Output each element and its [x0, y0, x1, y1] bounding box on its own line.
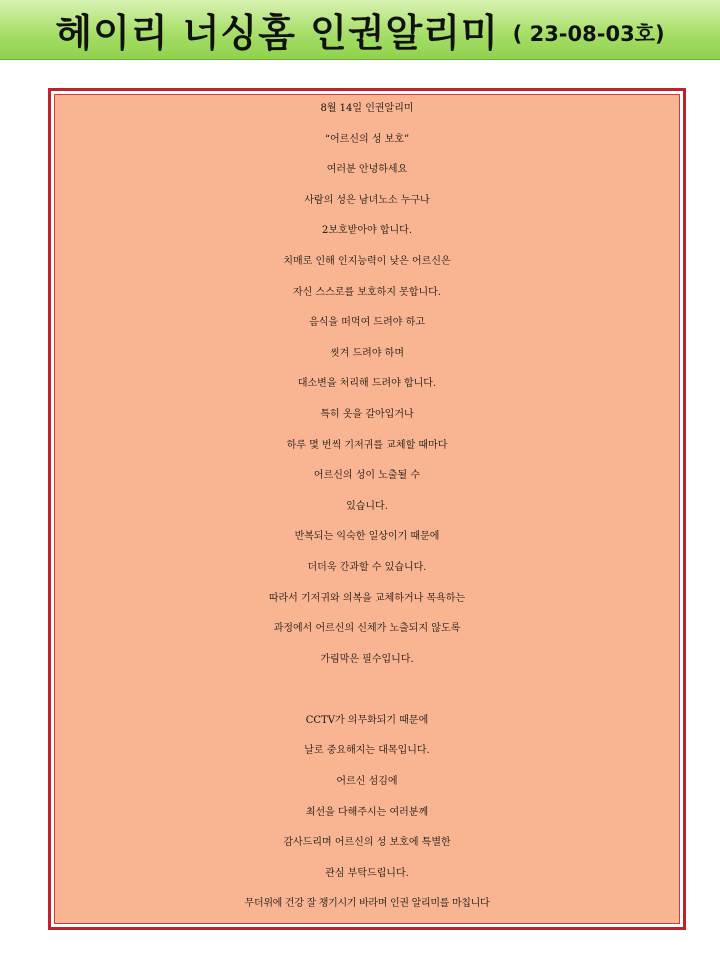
notice-line: 하루 몇 번씩 기저귀를 교체할 때마다	[286, 439, 448, 451]
notice-line: “어르신의 성 보호”	[324, 133, 410, 145]
notice-line: 가림막은 필수입니다.	[320, 653, 414, 665]
notice-line: 관심 부탁드립니다.	[325, 867, 409, 879]
notice-body	[54, 94, 680, 924]
notice-line: 8월 14일 인권알리미	[320, 103, 414, 114]
notice-line: 더더욱 간과할 수 있습니다.	[307, 561, 427, 573]
notice-line: 있습니다.	[346, 500, 388, 512]
page-title: 헤이리 너싱홈 인권알리미	[55, 11, 499, 55]
notice-line: 날로 중요해지는 대목입니다.	[304, 745, 430, 757]
notice-line: 어르신의 성이 노출될 수	[313, 470, 421, 482]
notice-line: 특히 옷을 갈아입거나	[320, 408, 414, 420]
notice-line: 음식을 떠먹여 드려야 하고	[309, 317, 425, 329]
title-bar	[0, 0, 720, 60]
notice-line: 따라서 기저귀와 의복을 교체하거나 목욕하는	[268, 592, 466, 604]
notice-line: 어르신 섬김에	[336, 776, 398, 788]
notice-line: 반복되는 익숙한 일상이기 때문에	[294, 531, 440, 543]
notice-line: 최선을 다해주시는 여러분께	[305, 806, 429, 818]
notice-line: 과정에서 어르신의 신체가 노출되지 않도록	[273, 623, 461, 635]
notice-line: 씻겨 드려야 하며	[330, 347, 404, 359]
notice-line: 사람의 성은 남녀노소 누구나	[304, 194, 430, 206]
notice-line: 2보호받아야 합니다.	[322, 225, 412, 237]
notice-line: CCTV가 의무화되기 때문에	[305, 714, 429, 726]
notice-frame	[48, 88, 686, 930]
blank-line	[55, 675, 679, 706]
notice-line: 자신 스스로를 보호하지 못합니다.	[293, 286, 441, 298]
notice-line: 여러분 안녕하세요	[326, 164, 408, 176]
notice-lines	[55, 94, 679, 920]
closing-line: 무더위에 건강 잘 챙기시기 바라며 인권 알리미를 마칩니다	[244, 898, 490, 910]
notice-line: 대소변을 처리해 드려야 합니다.	[297, 378, 437, 390]
notice-line: 치매로 인해 인지능력이 낮은 어르신은	[283, 255, 451, 267]
issue-number: ( 23-08-03호)	[512, 21, 665, 46]
notice-line: 감사드리며 어르신의 성 보호에 특별한	[283, 837, 451, 849]
